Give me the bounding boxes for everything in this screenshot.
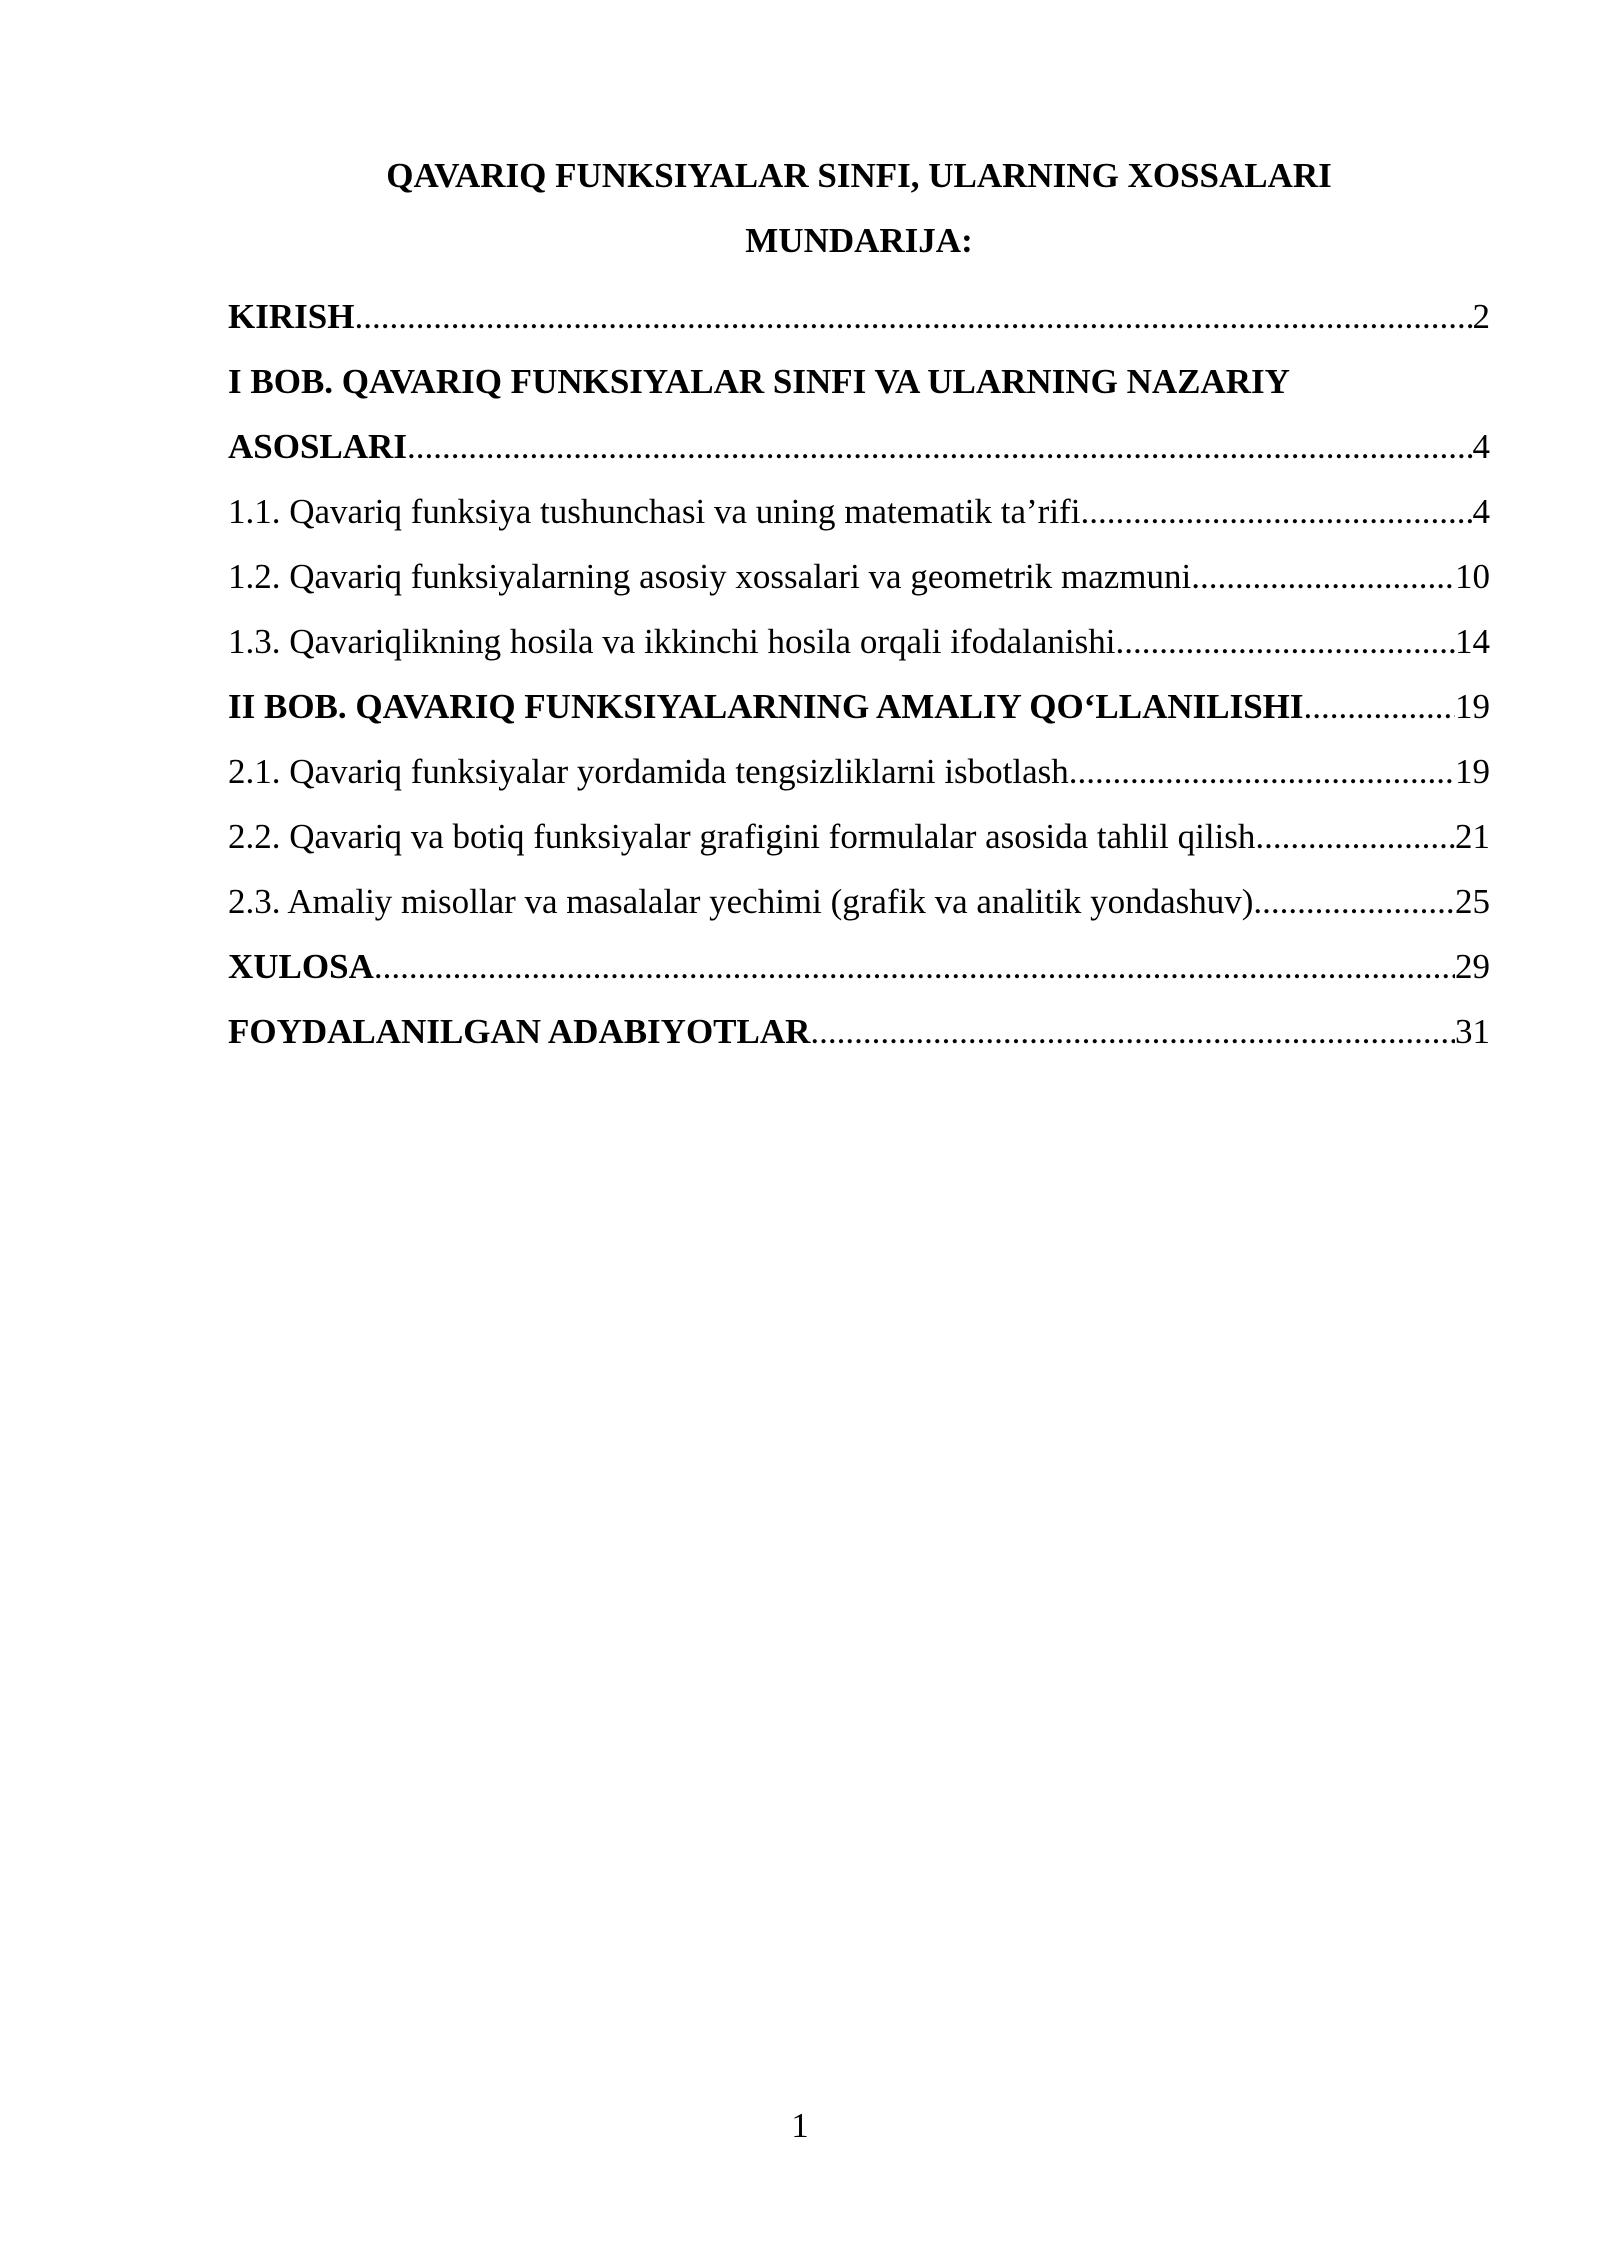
- toc-leader-dots: [810, 1010, 1455, 1054]
- toc-leader-dots: [1115, 620, 1455, 664]
- toc-entry-2-1[interactable]: [228, 739, 1490, 804]
- toc-leader-dots: [1191, 555, 1455, 599]
- toc-entry-chapter-1-title[interactable]: [228, 349, 1490, 414]
- toc-leader-dots: [374, 945, 1455, 989]
- toc-entry-label: KIRISH: [228, 296, 355, 336]
- toc-entry-adabiyotlar[interactable]: [228, 999, 1490, 1064]
- toc-entry-chapter-2[interactable]: [228, 674, 1490, 739]
- toc-heading: MUNDARIJA:: [745, 221, 973, 260]
- toc-entry-label: XULOSA: [228, 946, 374, 986]
- toc-entry-page: 14: [1455, 621, 1490, 661]
- toc-leader-dots: [1253, 880, 1455, 924]
- document-title: QAVARIQ FUNKSIYALAR SINFI, ULARNING XOSSALARI: [386, 156, 1332, 195]
- toc-entry-label: 1.3. Qavariqlikning hosila va ikkinchi hosila orqali ifodalanishi: [228, 621, 1116, 661]
- toc-entry-page: 25: [1455, 881, 1490, 921]
- toc-entry-page: 10: [1455, 556, 1490, 596]
- toc-entry-page: 4: [1472, 491, 1490, 531]
- toc-entry-page: 2: [1472, 296, 1490, 336]
- toc-leader-dots: [1080, 490, 1472, 534]
- toc-leader-dots: [1069, 750, 1455, 794]
- page-number: 1: [791, 2106, 809, 2145]
- toc-entry-page: 19: [1455, 751, 1490, 791]
- toc-leader-dots: [1304, 685, 1455, 729]
- toc-entry-label: 2.2. Qavariq va botiq funksiyalar grafigini formulalar asosida tahlil qilish: [228, 816, 1256, 856]
- toc-entry-xulosa[interactable]: [228, 934, 1490, 999]
- toc-entry-label: ASOSLARI: [228, 426, 407, 466]
- toc-entry-kirish[interactable]: [228, 284, 1490, 349]
- toc-entry-label: II BOB. QAVARIQ FUNKSIYALARNING AMALIY QO‘LLANILISHI: [228, 686, 1304, 726]
- toc-entry-label: 2.3. Amaliy misollar va masalalar yechimi (grafik va analitik yondashuv): [228, 881, 1254, 921]
- toc-entry-1-3[interactable]: [228, 609, 1490, 674]
- toc-entry-label: 2.1. Qavariq funksiyalar yordamida tengsizliklarni isbotlash: [228, 751, 1069, 791]
- toc-entry-page: 21: [1455, 816, 1490, 856]
- toc-leader-dots: [1255, 815, 1455, 859]
- toc-entry-page: 29: [1455, 946, 1490, 986]
- toc-entry-2-3[interactable]: [228, 869, 1490, 934]
- toc-entry-page: 19: [1455, 686, 1490, 726]
- toc-entry-1-2[interactable]: [228, 544, 1490, 609]
- toc-entry-1-1[interactable]: [228, 479, 1490, 544]
- toc-leader-dots: [354, 295, 1472, 339]
- toc-entry-2-2[interactable]: [228, 804, 1490, 869]
- toc-entry-chapter-1[interactable]: [228, 414, 1490, 479]
- toc-entry-label: I BOB. QAVARIQ FUNKSIYALAR SINFI VA ULARNING NAZARIY: [228, 361, 1290, 401]
- toc-entry-label: 1.2. Qavariq funksiyalarning asosiy xossalari va geometrik mazmuni: [228, 556, 1192, 596]
- toc-entry-label: FOYDALANILGAN ADABIYOTLAR: [228, 1011, 811, 1051]
- toc-entry-page: 31: [1455, 1011, 1490, 1051]
- toc-leader-dots: [407, 425, 1473, 469]
- toc-entry-label: 1.1. Qavariq funksiya tushunchasi va uning matematik ta’rifi: [228, 491, 1081, 531]
- table-of-contents: [228, 284, 1490, 1064]
- toc-entry-page: 4: [1472, 426, 1490, 466]
